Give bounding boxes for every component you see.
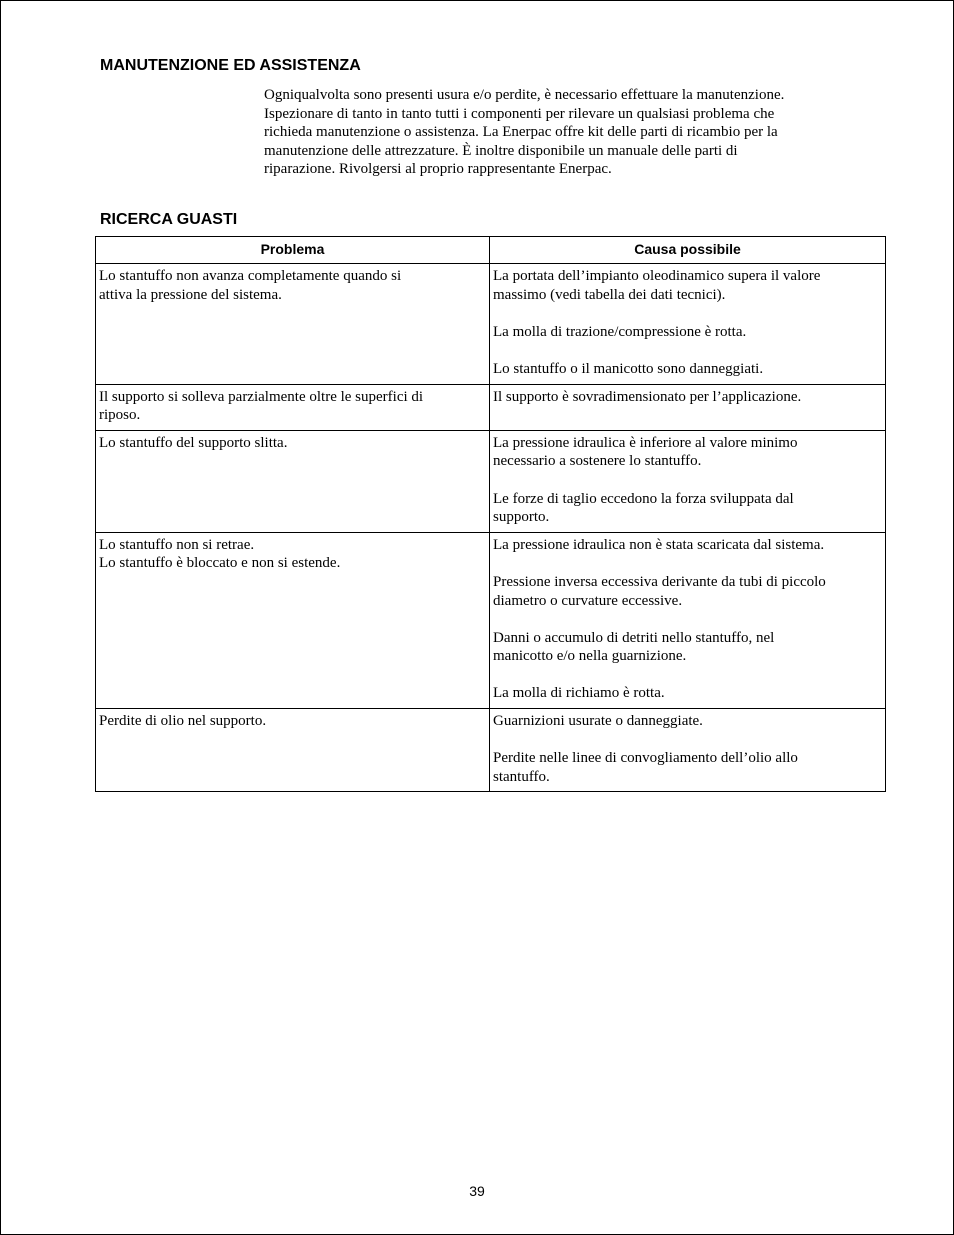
problem-cell xyxy=(96,709,490,792)
cause-text-line: manicotto e/o nella guarnizione. xyxy=(493,648,687,665)
cause-text-line: La portata dell’impianto oleodinamico supera il valore xyxy=(493,268,821,284)
cause-text-line: La pressione idraulica è inferiore al valore minimo xyxy=(493,434,798,451)
cause-text-line: La molla di richiamo è rotta. xyxy=(493,685,665,702)
table-row xyxy=(96,264,886,385)
cause-text-line: Pressione inversa eccessiva derivante da tubi di piccolo xyxy=(493,573,826,590)
cause-cell xyxy=(490,384,886,430)
cause-paragraph xyxy=(493,749,882,786)
cause-paragraph xyxy=(493,573,882,610)
cause-paragraph xyxy=(493,684,882,703)
table-row xyxy=(96,709,886,792)
cause-text-line: massimo (vedi tabella dei dati tecnici). xyxy=(493,286,726,303)
problem-cell xyxy=(96,532,490,708)
cause-text-line: La pressione idraulica non è stata scaricata dal sistema. xyxy=(493,536,825,553)
cause-text-line: Guarnizioni usurate o danneggiate. xyxy=(493,713,703,730)
troubleshooting-heading: RICERCA GUASTI xyxy=(100,211,238,228)
cause-paragraph xyxy=(493,388,882,407)
table-body xyxy=(96,264,886,792)
cause-cell xyxy=(490,264,886,385)
troubleshooting-table xyxy=(95,236,886,792)
problem-cell xyxy=(96,264,490,385)
cause-text-line: diametro o curvature eccessive. xyxy=(493,592,683,609)
cause-paragraph xyxy=(493,490,882,527)
maintenance-heading: MANUTENZIONE ED ASSISTENZA xyxy=(100,57,361,74)
cause-text-line: Lo stantuffo o il manicotto sono danneggiati. xyxy=(493,360,764,377)
table-row xyxy=(96,384,886,430)
paragraph-line: richieda manutenzione o assistenza. La Enerpac offre kit delle parti di ricambio per la xyxy=(264,124,778,141)
paragraph-line: Ispezionare di tanto in tanto tutti i componenti per rilevare un qualsiasi problema che xyxy=(264,105,775,122)
problem-text-line: Il supporto si solleva parzialmente oltre le superfici di xyxy=(99,388,424,405)
paragraph-line: manutenzione delle attrezzature. È inoltre disponibile un manuale delle parti di xyxy=(264,142,738,159)
table-row xyxy=(96,430,886,532)
problem-cell xyxy=(96,430,490,532)
cause-text-line: stantuffo. xyxy=(493,768,550,785)
maintenance-paragraph xyxy=(264,86,864,179)
cause-paragraph xyxy=(493,629,882,666)
table-header-row xyxy=(96,237,886,264)
cause-text-line: Danni o accumulo di detriti nello stantuffo, nel xyxy=(493,629,775,646)
problem-cell xyxy=(96,384,490,430)
cause-paragraph xyxy=(493,536,882,555)
cause-paragraph xyxy=(493,360,882,379)
cause-text-line: Perdite nelle linee di convogliamento dell’olio allo xyxy=(493,750,798,767)
cause-cell xyxy=(490,709,886,792)
problem-text-line: Lo stantuffo non avanza completamente quando si xyxy=(99,268,402,284)
paragraph-line: Ogniqualvolta sono presenti usura e/o perdite, è necessario effettuare la manutenzione. xyxy=(264,87,785,103)
column-header-cause: Causa possibile xyxy=(490,237,886,264)
problem-text-line: Lo stantuffo del supporto slitta. xyxy=(99,434,288,451)
column-header-problem: Problema xyxy=(96,237,490,264)
cause-paragraph xyxy=(493,712,882,731)
cause-paragraph xyxy=(493,267,882,304)
cause-text-line: Le forze di taglio eccedono la forza sviluppata dal xyxy=(493,490,794,507)
cause-paragraph xyxy=(493,323,882,342)
cause-text-line: La molla di trazione/compressione è rotta. xyxy=(493,323,747,340)
page-number: 39 xyxy=(469,1183,485,1199)
problem-text-line: attiva la pressione del sistema. xyxy=(99,286,282,303)
problem-text-line: Perdite di olio nel supporto. xyxy=(99,713,267,730)
cause-paragraph xyxy=(493,434,882,471)
cause-text-line: Il supporto è sovradimensionato per l’applicazione. xyxy=(493,388,802,405)
cause-cell xyxy=(490,532,886,708)
cause-text-line: supporto. xyxy=(493,509,550,526)
problem-text-line: Lo stantuffo non si retrae. xyxy=(99,536,255,553)
cause-cell xyxy=(490,430,886,532)
problem-text-line: riposo. xyxy=(99,407,141,424)
cause-text-line: necessario a sostenere lo stantuffo. xyxy=(493,453,702,470)
table-row xyxy=(96,532,886,708)
paragraph-line: riparazione. Rivolgersi al proprio rappresentante Enerpac. xyxy=(264,161,612,178)
problem-text-line: Lo stantuffo è bloccato e non si estende. xyxy=(99,555,341,572)
